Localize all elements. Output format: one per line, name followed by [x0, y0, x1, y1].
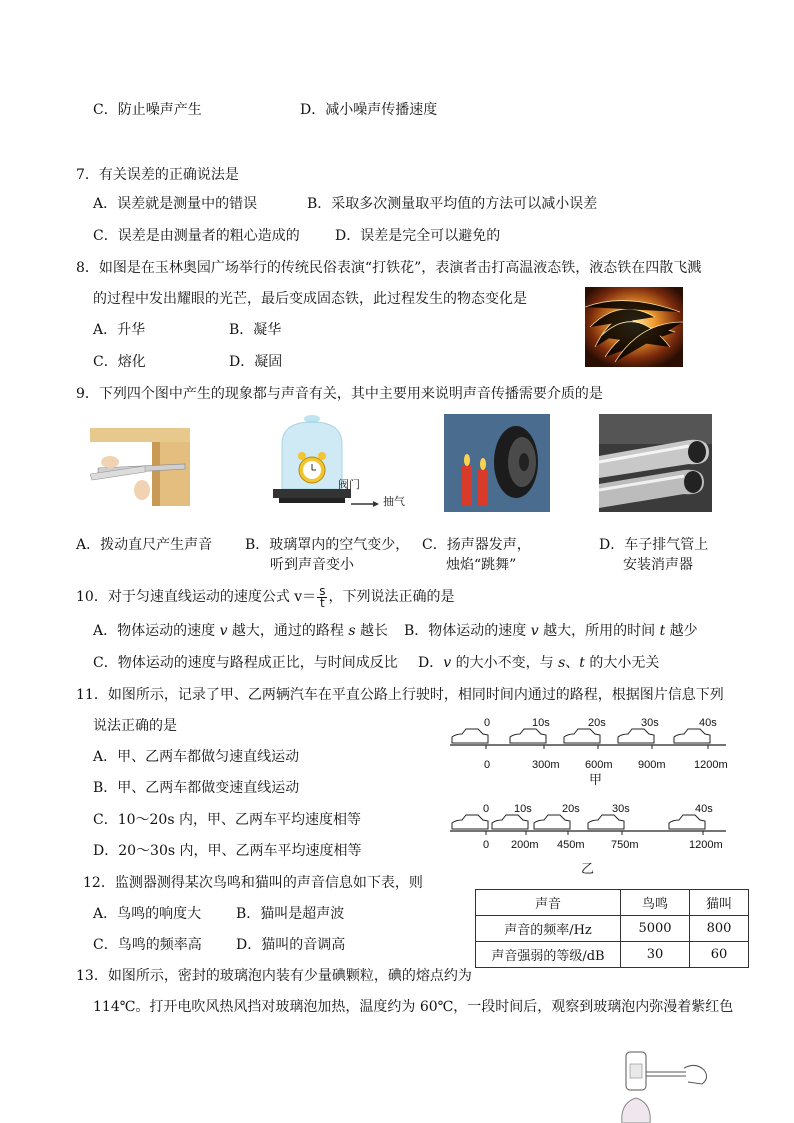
q7-option-d: D．误差是完全可以避免的: [335, 228, 501, 244]
question-8-stem-line1: 8．如图是在玉林奥园广场举行的传统民俗表演“打铁花”，表演者击打高温液态铁，液态铁在四散飞溅: [76, 260, 702, 276]
q8-option-d: D．凝固: [229, 354, 283, 370]
question-9-stem: 9．下列四个图中产生的现象都与声音有关，其中主要用来说明声音传播需要介质的是: [76, 386, 603, 402]
q11-option-c: C．10～20s 内，甲、乙两车平均速度相等: [93, 812, 361, 828]
jia-distance-900m: 900m: [638, 759, 666, 771]
sound-info-table: [475, 889, 749, 968]
cat-loudness: 60: [690, 942, 749, 968]
fraction-denominator: t: [319, 595, 325, 610]
q9-option-d-line2: 安装消声器: [623, 557, 693, 573]
yi-time-10s: 10s: [514, 803, 532, 815]
q11-option-b: B．甲、乙两车都做变速直线运动: [93, 780, 300, 796]
question-11-stem-line1: 11．如图所示，记录了甲、乙两辆汽车在平直公路上行驶时，相同时间内通过的路程，根据图片信息下列: [76, 687, 724, 703]
q10-option-b: B．物体运动的速度 v 越大，所用的时间 t 越少: [404, 623, 698, 639]
table-row: [476, 916, 749, 942]
jia-distance-1200m: 1200m: [694, 759, 728, 771]
q8-option-b: B．凝华: [229, 322, 282, 338]
option-d: D．减小噪声传播速度: [300, 102, 438, 118]
jia-distance-0: 0: [484, 759, 491, 771]
speaker-candles-photo: [444, 414, 550, 512]
question-7-stem: 7．有关误差的正确说法是: [76, 167, 239, 183]
option-c: C．防止噪声产生: [93, 102, 202, 118]
jia-distance-600m: 600m: [585, 759, 613, 771]
jia-time-30s: 30s: [641, 717, 659, 729]
q10-stem-suffix: ，下列说法正确的是: [328, 589, 455, 605]
yi-distance-750m: 750m: [611, 839, 639, 851]
row-frequency-label: 声音的频率/Hz: [476, 916, 621, 942]
header-cat: 猫叫: [690, 890, 749, 916]
yi-time-30s: 30s: [612, 803, 630, 815]
jia-label: 甲: [589, 773, 603, 788]
car-yi-diagram: [448, 798, 740, 880]
yi-time-40s: 40s: [695, 803, 713, 815]
row-loudness-label: 声音强弱的等级/dB: [476, 942, 621, 968]
question-11-stem-line2: 说法正确的是: [93, 718, 177, 734]
q10-stem-prefix: 10．对于匀速直线运动的速度公式 v＝: [76, 589, 317, 605]
q12-option-c: C．鸟鸣的频率高: [93, 937, 202, 953]
q9-option-c-line1: C．扬声器发声，: [422, 537, 531, 553]
yi-label: 乙: [581, 862, 595, 877]
question-10-stem: [76, 584, 454, 610]
yi-time-0: 0: [483, 803, 490, 815]
yi-distance-200m: 200m: [511, 839, 539, 851]
car-jia-cars: [452, 729, 710, 743]
yi-distance-1200m: 1200m: [689, 839, 723, 851]
jia-distance-300m: 300m: [532, 759, 560, 771]
q7-option-b: B．采取多次测量取平均值的方法可以减小误差: [307, 196, 598, 212]
yi-time-20s: 20s: [562, 803, 580, 815]
jia-time-40s: 40s: [699, 717, 717, 729]
jia-time-10s: 10s: [532, 717, 550, 729]
header-sound: 声音: [476, 890, 621, 916]
jia-time-0: 0: [484, 717, 491, 729]
q9-option-c-line2: 烛焰“跳舞”: [446, 557, 517, 573]
cat-frequency: 800: [690, 916, 749, 942]
jia-time-20s: 20s: [588, 717, 606, 729]
question-12-stem: 12．监测器测得某次鸟鸣和猫叫的声音信息如下表，则: [83, 875, 423, 891]
valve-label: 阀门: [338, 478, 360, 491]
car-jia-diagram: [448, 712, 740, 788]
question-8-stem-line2: 的过程中发出耀眼的光芒，最后变成固态铁，此过程发生的物态变化是: [93, 291, 527, 307]
q12-option-b: B．猫叫是超声波: [236, 906, 345, 922]
q12-option-a: A．鸟鸣的响度大: [93, 906, 202, 922]
fraction-numerator: s: [319, 583, 326, 598]
table-row: [476, 942, 749, 968]
iron-sparks-photo: [585, 287, 683, 367]
q8-option-c: C．熔化: [93, 354, 146, 370]
q11-option-a: A．甲、乙两车都做匀速直线运动: [93, 749, 300, 765]
yi-distance-0: 0: [483, 839, 490, 851]
q7-option-c: C．误差是由测量者的粗心造成的: [93, 228, 300, 244]
q9-option-d-line1: D．车子排气管上: [599, 537, 709, 553]
hair-dryer-iodine-bulb-picture: [612, 1048, 712, 1123]
q8-option-a: A．升华: [93, 322, 146, 338]
yi-distance-450m: 450m: [557, 839, 585, 851]
question-13-stem-line1: 13．如图所示，密封的玻璃泡内装有少量碘颗粒，碘的熔点约为: [76, 968, 472, 984]
q7-option-a: A．误差就是测量中的错误: [93, 196, 258, 212]
q9-option-a: A．拨动直尺产生声音: [76, 537, 213, 553]
q9-option-b-line1: B．玻璃罩内的空气变少，: [245, 537, 410, 553]
exhaust-pipes-photo: [599, 414, 712, 512]
header-bird: 鸟鸣: [621, 890, 690, 916]
q10-option-c: C．物体运动的速度与路程成正比，与时间成反比: [93, 655, 398, 671]
bird-frequency: 5000: [621, 916, 690, 942]
table-header-row: [476, 890, 749, 916]
bell-jar-picture: [265, 414, 425, 514]
speed-formula-fraction: [317, 583, 327, 610]
q12-option-d: D．猫叫的音调高: [236, 937, 346, 953]
q9-option-b-line2: 听到声音变小: [270, 557, 354, 573]
q11-option-d: D．20～30s 内，甲、乙两车平均速度相等: [93, 843, 362, 859]
q10-option-a: A．物体运动的速度 v 越大，通过的路程 s 越长: [93, 623, 389, 639]
ruler-on-table-picture: [90, 428, 190, 506]
pump-label: 抽气: [383, 495, 405, 508]
question-13-stem-line2: 114℃。打开电吹风热风挡对玻璃泡加热，温度约为 60℃，一段时间后，观察到玻璃泡内弥漫着紫红色: [93, 999, 734, 1015]
bird-loudness: 30: [621, 942, 690, 968]
q10-option-d: D．v 的大小不变，与 s、t 的大小无关: [418, 655, 660, 671]
